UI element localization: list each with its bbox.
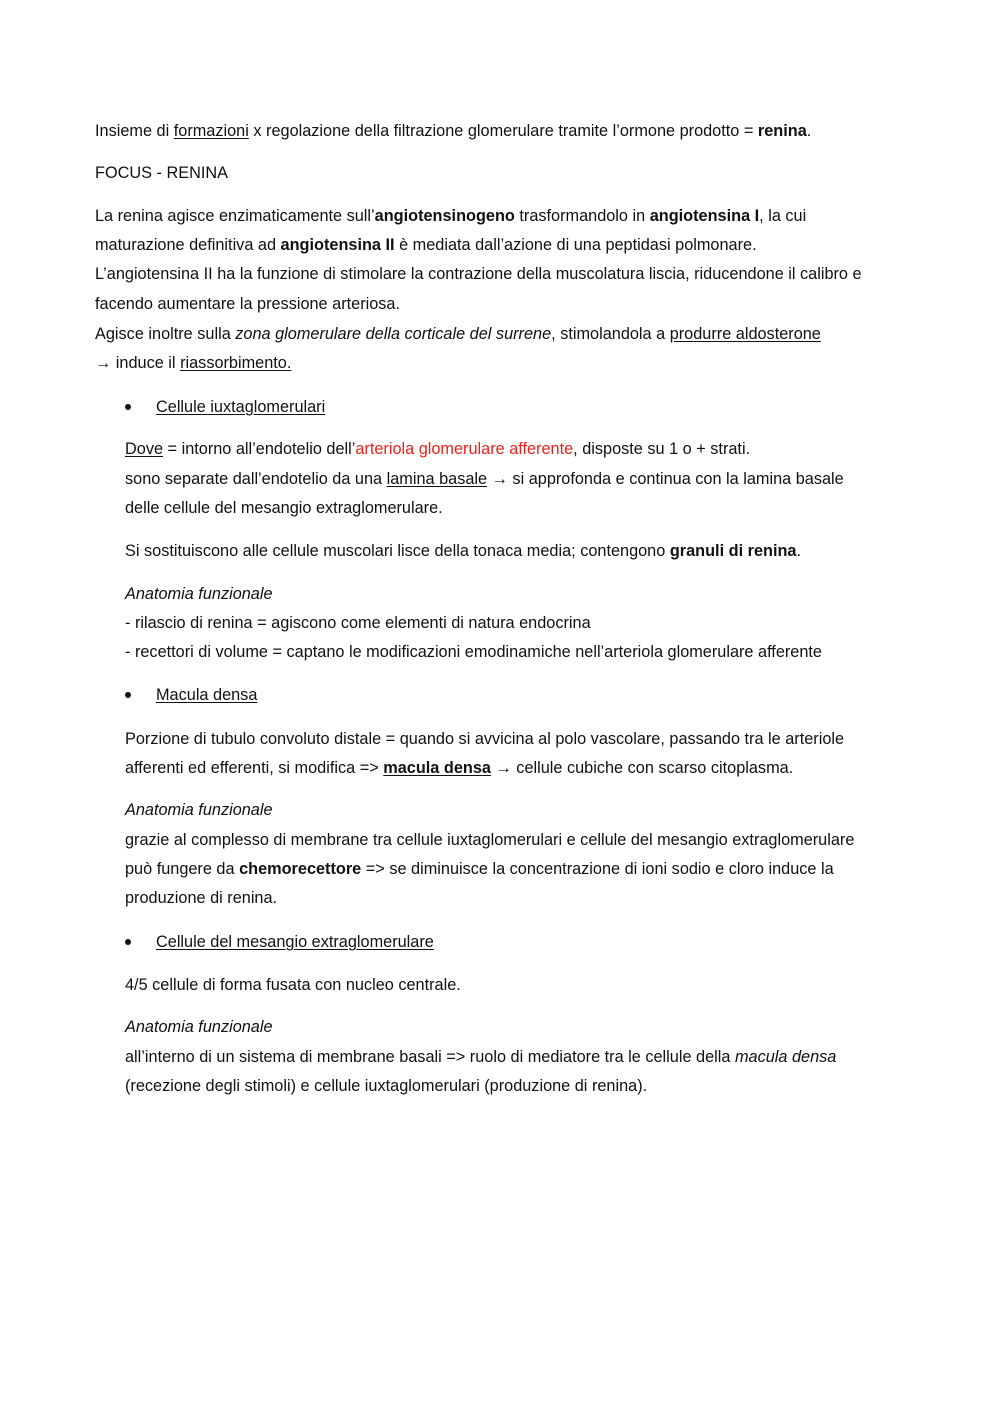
text: .	[806, 122, 812, 140]
text: sono separate dall’endotelio da una	[125, 470, 387, 488]
text: può fungere da	[125, 860, 240, 878]
focus-line-4: facendo aumentare la pressione arteriosa.	[95, 295, 401, 313]
text: all’interno di un sistema di membrane basali => ruolo di mediatore tra le cellule della	[125, 1048, 735, 1066]
s3-anatomy-line-2: (recezione degli stimoli) e cellule iuxtaglomerulari (produzione di renina).	[125, 1077, 648, 1095]
arrow-icon: →	[487, 470, 513, 488]
text: , la cui	[759, 207, 807, 225]
s2-anatomy-line-1: grazie al complesso di membrane tra cellule iuxtaglomerulari e cellule del mesangio extraglomerulare	[125, 831, 855, 849]
italic-term: zona glomerulare della corticale del surrene	[235, 325, 552, 343]
bold-term: angiotensinogeno	[374, 207, 515, 225]
text: afferenti ed efferenti, si modifica =>	[125, 759, 384, 777]
text: maturazione definitiva ad	[95, 236, 281, 254]
text: Agisce inoltre sulla	[95, 325, 236, 343]
text: = intorno all’endotelio dell’	[163, 440, 356, 458]
underlined-term: lamina basale	[386, 470, 488, 488]
underlined-term: riassorbimento.	[180, 354, 292, 372]
text: x regolazione della filtrazione glomerulare tramite l’ormone prodotto =	[248, 122, 758, 140]
s2-anatomy-line-3: produzione di renina.	[125, 889, 278, 907]
text: Si sostituiscono alle cellule muscolari lisce della tonaca media; contengono	[125, 542, 670, 560]
text: => se diminuisce la concentrazione di ioni sodio e cloro induce la	[361, 860, 834, 878]
s1-anatomy-line-1: - rilascio di renina = agiscono come elementi di natura endocrina	[125, 614, 591, 632]
bold-term: angiotensina II	[280, 236, 395, 254]
s2-line-1: Porzione di tubulo convoluto distale = quando si avvicina al polo vascolare, passando tra le arteriole	[125, 730, 845, 748]
intro-line	[95, 121, 811, 141]
italic-term: macula densa	[734, 1048, 837, 1066]
s2-line-2	[125, 758, 793, 778]
section-heading-mesangio: Cellule del mesangio extraglomerulare	[156, 933, 434, 951]
text: cellule cubiche con scarso citoplasma.	[516, 759, 794, 777]
bold-term: granuli di renina	[669, 542, 797, 560]
bullet-icon	[125, 692, 131, 698]
focus-line-5	[95, 324, 821, 344]
arrow-icon: →	[95, 354, 112, 372]
text: è mediata dall’azione di una peptidasi polmonare.	[394, 236, 757, 254]
text: , disposte su 1 o + strati.	[573, 440, 751, 458]
s2-anatomy-heading: Anatomia funzionale	[125, 801, 273, 819]
text: , stimolandola a	[551, 325, 670, 343]
bold-underlined-term: macula densa	[383, 759, 491, 777]
focus-line-2	[95, 235, 757, 255]
focus-line-6	[95, 353, 291, 373]
bold-term: renina	[757, 122, 807, 140]
s3-line-1: 4/5 cellule di forma fusata con nucleo centrale.	[125, 976, 461, 994]
s1-line-1	[125, 439, 750, 459]
s3-anatomy-heading: Anatomia funzionale	[125, 1018, 273, 1036]
s1-anatomy-line-2: - recettori di volume = captano le modificazioni emodinamiche nell’arteriola glomerulare afferente	[125, 643, 822, 661]
text: si approfonda e continua con la lamina basale	[512, 470, 844, 488]
focus-heading: FOCUS - RENINA	[95, 164, 228, 182]
bullet-icon	[125, 404, 131, 410]
arrow-icon: →	[490, 759, 517, 777]
bold-term: chemorecettore	[239, 860, 362, 878]
s2-anatomy-line-2	[125, 859, 834, 879]
text: induce il	[111, 354, 181, 372]
section-heading-iuxtaglomerulari: Cellule iuxtaglomerulari	[156, 398, 326, 416]
bold-term: angiotensina I	[649, 207, 760, 225]
focus-line-3: L’angiotensina II ha la funzione di stimolare la contrazione della muscolatura liscia, riducendone il calibro e	[95, 265, 862, 283]
s1-anatomy-heading: Anatomia funzionale	[125, 585, 273, 603]
text: .	[796, 542, 802, 560]
bullet-icon	[125, 939, 131, 945]
focus-line-1	[95, 206, 806, 226]
s1-line-4	[125, 541, 801, 561]
text: La renina agisce enzimaticamente sull’	[95, 207, 375, 225]
underlined-term: Dove	[125, 440, 164, 458]
underlined-term: produrre aldosterone	[669, 325, 821, 343]
section-heading-macula-densa: Macula densa	[156, 686, 258, 704]
s1-line-2	[125, 469, 844, 489]
s1-line-3: delle cellule del mesangio extraglomerulare.	[125, 499, 443, 517]
text: Insieme di	[95, 122, 174, 140]
highlighted-term: arteriola glomerulare afferente	[355, 440, 574, 458]
s3-anatomy-line-1	[125, 1047, 836, 1067]
underlined-term: formazioni	[173, 122, 249, 140]
text: trasformandolo in	[514, 207, 650, 225]
